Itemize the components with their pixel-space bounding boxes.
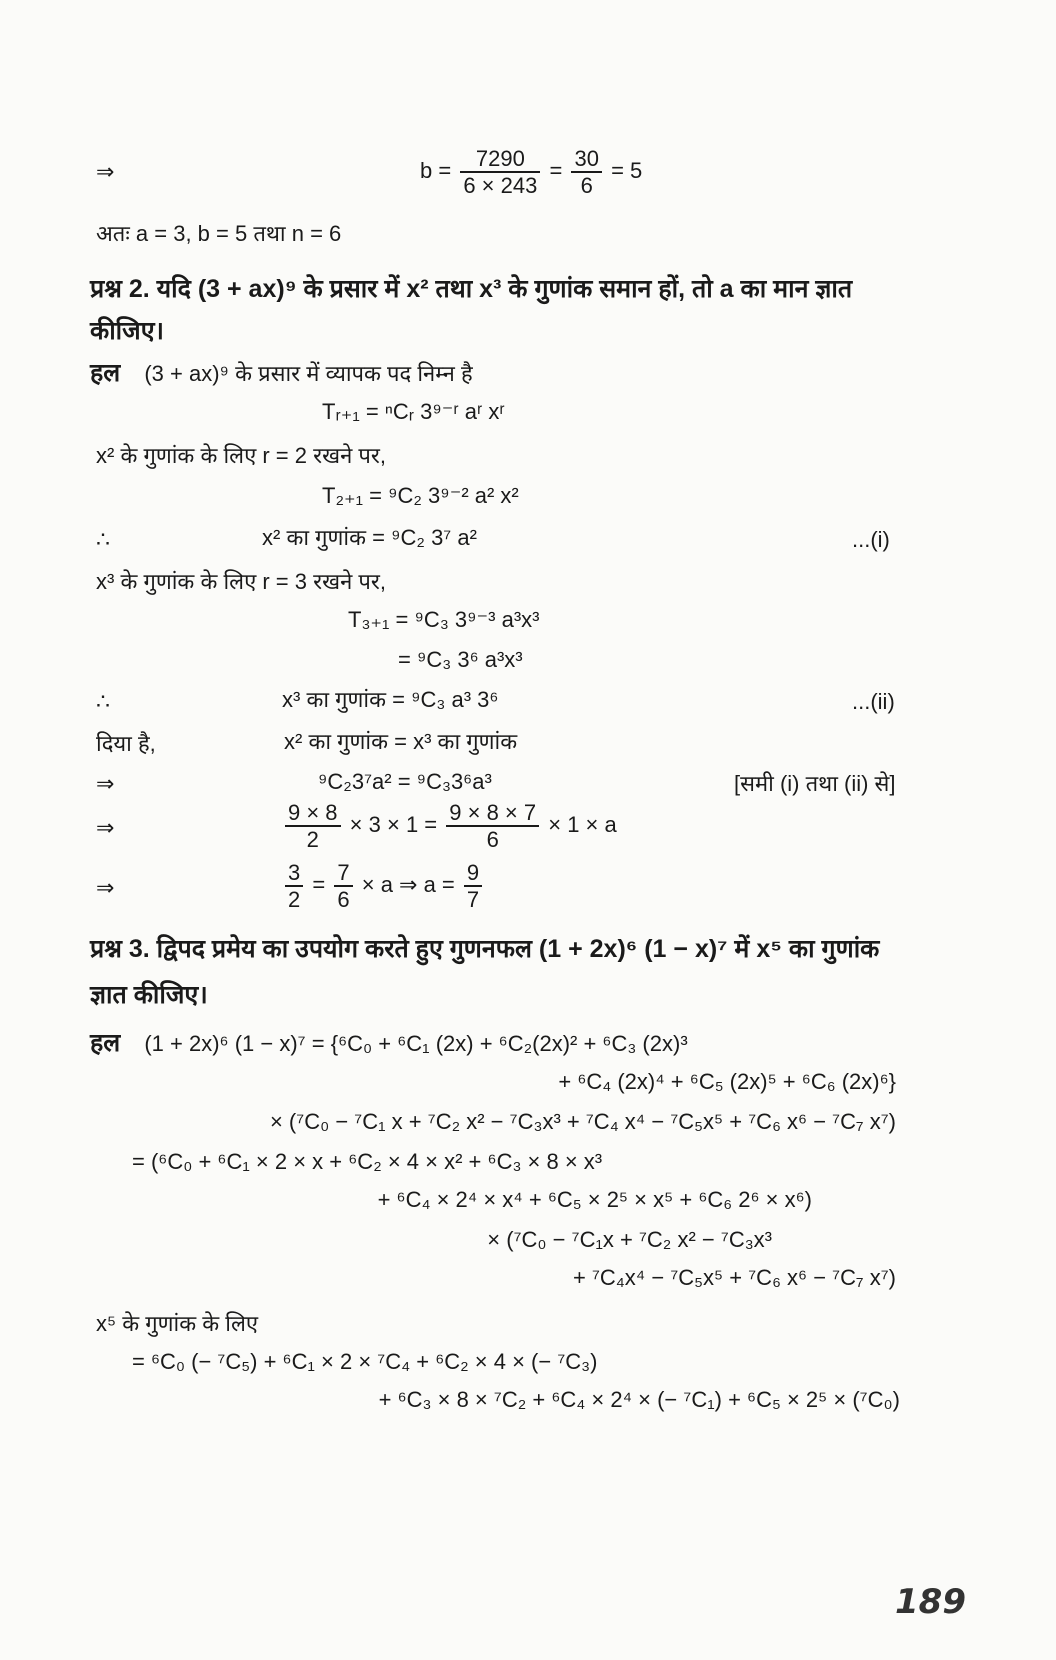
x3-coefficient: x³ का गुणांक = ⁹C₃ a³ 3⁶ xyxy=(282,687,499,712)
fraction-denominator: 2 xyxy=(306,827,319,853)
therefore-symbol: ∴ xyxy=(96,689,110,714)
question-2-text: प्रश्न 2. यदि (3 + ax)⁹ के प्रसार में x² तथा x³ के गुणांक समान हों, तो a का मान ज्ञात xyxy=(90,275,853,303)
expansion-line-4: = (⁶C₀ + ⁶C₁ × 2 × x + ⁶C₂ × 4 × x² + ⁶C₃ × 8 × x³ xyxy=(132,1149,603,1174)
expansion-line-5: + ⁶C₄ × 2⁴ × x⁴ + ⁶C₅ × 2⁵ × x⁵ + ⁶C₆ 2⁶ × x⁶) xyxy=(377,1187,812,1212)
given-condition: x² का गुणांक = x³ का गुणांक xyxy=(284,729,518,754)
expansion-line-1: (1 + 2x)⁶ (1 − x)⁷ = {⁶C₀ + ⁶C₁ (2x) + ⁶C₂(2x)² + ⁶C₃ (2x)³ xyxy=(144,1031,688,1056)
coefficient-line-2: + ⁶C₃ × 8 × ⁷C₂ + ⁶C₄ × 2⁴ × (− ⁷C₁) + ⁶C₅ × 2⁵ × (⁷C₀) xyxy=(378,1387,900,1412)
fraction-denominator: 2 xyxy=(288,887,301,913)
combination-equation: ⁹C₂3⁷a² = ⁹C₃3⁶a³ xyxy=(318,769,492,794)
term-t4: T₃₊₁ = ⁹C₃ 3⁹⁻³ a³x³ xyxy=(348,607,540,632)
equation-tag-i: ...(i) xyxy=(852,527,890,552)
equals: = xyxy=(312,872,326,898)
implies-symbol: ⇒ xyxy=(96,159,115,184)
expansion-line-6: × (⁷C₀ − ⁷C₁x + ⁷C₂ x² − ⁷C₃x³ xyxy=(487,1227,772,1252)
equation-reference: [समी (i) तथा (ii) से] xyxy=(734,771,896,796)
solution-label: हल xyxy=(90,359,121,387)
x2-coefficient: x² का गुणांक = ⁹C₂ 3⁷ a² xyxy=(262,525,477,550)
solution-label: हल xyxy=(90,1029,121,1057)
term-t3: T₂₊₁ = ⁹C₂ 3⁹⁻² a² x² xyxy=(322,483,519,508)
fraction-numerator: 30 xyxy=(571,146,601,173)
solution-intro xyxy=(90,360,473,388)
fraction-denominator: 7 xyxy=(466,887,480,913)
question-2-text-cont: कीजिए। xyxy=(90,317,165,345)
term-t4-simplified: = ⁹C₃ 3⁶ a³x³ xyxy=(398,647,523,672)
conclusion-line: अतः a = 3, b = 5 तथा n = 6 xyxy=(96,221,342,246)
expansion-line-7: + ⁷C₄x⁴ − ⁷C₅x⁵ + ⁷C₆ x⁶ − ⁷C₇ x⁷) xyxy=(573,1265,896,1290)
question-3-text: प्रश्न 3. द्विपद प्रमेय का उपयोग करते हुए गुणनफल (1 + 2x)⁶ (1 − x)⁷ में x⁵ का गुणांक xyxy=(90,935,880,963)
given-label: दिया है, xyxy=(96,731,156,756)
b-equation xyxy=(420,146,642,199)
implies-symbol: ⇒ xyxy=(96,815,115,840)
fraction-numerator: 3 xyxy=(285,860,303,887)
page-number: 189 xyxy=(895,1582,966,1622)
expanded-equation xyxy=(282,800,617,853)
expansion-line-3: × (⁷C₀ − ⁷C₁ x + ⁷C₂ x² − ⁷C₃x³ + ⁷C₄ x⁴ − ⁷C₅x⁵ + ⁷C₆ x⁶ − ⁷C₇ x⁷) xyxy=(269,1109,896,1134)
fraction-7-6 xyxy=(334,860,352,913)
fraction-numerator: 9 × 8 × 7 xyxy=(446,800,539,827)
fraction-denominator: 6 xyxy=(580,173,593,199)
therefore-symbol: ∴ xyxy=(96,527,110,552)
fraction-30 xyxy=(571,146,601,199)
middle-term: × a ⇒ a = xyxy=(361,872,455,898)
fraction-3-2 xyxy=(285,860,303,913)
fraction-numerator: 9 xyxy=(464,860,482,887)
fraction-numerator: 7 xyxy=(334,860,352,887)
fraction-9-7 xyxy=(464,860,482,913)
x3-substitution: x³ के गुणांक के लिए r = 3 रखने पर, xyxy=(96,569,387,594)
implies-symbol: ⇒ xyxy=(96,875,115,900)
solution-equation xyxy=(282,860,485,913)
fraction-9x8x7 xyxy=(446,800,539,853)
q3-solution-line-1 xyxy=(90,1030,688,1058)
question-3-text-cont: ज्ञात कीजिए। xyxy=(90,981,208,1009)
middle-term: × 3 × 1 = xyxy=(349,812,438,838)
fraction-numerator: 9 × 8 xyxy=(285,800,341,827)
general-term: Tᵣ₊₁ = ⁿCᵣ 3⁹⁻ʳ aʳ xʳ xyxy=(322,399,505,424)
coefficient-line-1: = ⁶C₀ (− ⁷C₅) + ⁶C₁ × 2 × ⁷C₄ + ⁶C₂ × 4 × (− ⁷C₃) xyxy=(132,1349,598,1374)
equation-tag-ii: ...(ii) xyxy=(852,689,895,714)
x5-coefficient-heading: x⁵ के गुणांक के लिए xyxy=(96,1311,259,1336)
b-result: = 5 xyxy=(611,158,643,184)
fraction-7290 xyxy=(460,146,540,199)
equals: = xyxy=(549,158,563,184)
fraction-denominator: 6 × 243 xyxy=(463,173,538,199)
fraction-denominator: 6 xyxy=(486,827,499,853)
tail-term: × 1 × a xyxy=(548,812,617,838)
fraction-denominator: 6 xyxy=(337,887,350,913)
implies-symbol: ⇒ xyxy=(96,771,115,796)
fraction-9x8 xyxy=(285,800,341,853)
fraction-numerator: 7290 xyxy=(460,146,540,173)
expansion-line-2: + ⁶C₄ (2x)⁴ + ⁶C₅ (2x)⁵ + ⁶C₆ (2x)⁶} xyxy=(558,1069,896,1094)
x2-substitution: x² के गुणांक के लिए r = 2 रखने पर, xyxy=(96,443,387,468)
b-lhs: b = xyxy=(420,158,452,184)
solution-intro-text: (3 + ax)⁹ के प्रसार में व्यापक पद निम्न है xyxy=(144,361,473,386)
